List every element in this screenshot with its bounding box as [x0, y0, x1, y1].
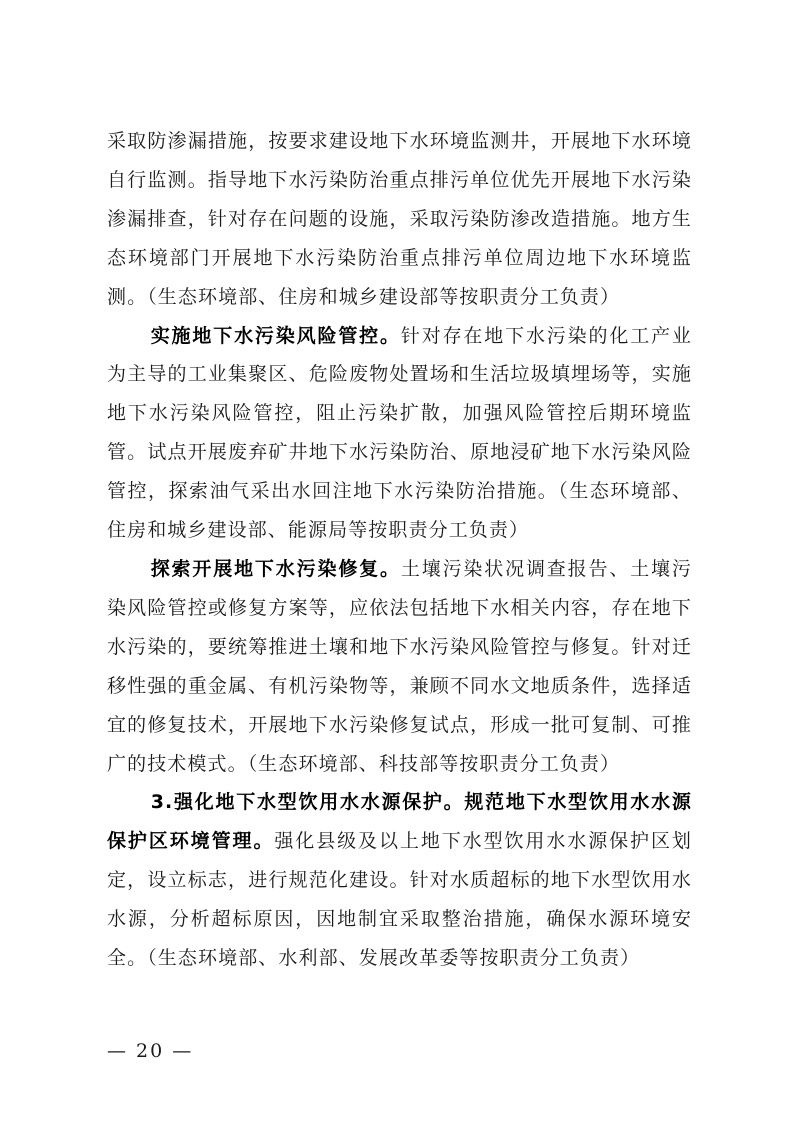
paragraph-lead: 实施地下水污染风险管控。	[150, 324, 401, 347]
paragraph-continuation	[107, 122, 692, 317]
paragraph-lead: 探索开展地下水污染修复。	[150, 557, 401, 580]
paragraph-risk-control	[107, 317, 692, 550]
paragraph-water-source-protection	[107, 783, 692, 978]
page-number: — 20 —	[107, 1040, 194, 1062]
paragraph-text: 采取防渗漏措施，按要求建设地下水环境监测井，开展地下水环境自行监测。指导地下水污染防治重点排污单位优先开展地下水污染渗漏排查，针对存在问题的设施，采取污染防渗改造措施。地方生态环境部门开展地下水污染防治重点排污单位周边地下水环境监测。（生态环境部、住房和城乡建设部等按职责分工负责）	[107, 130, 692, 308]
document-body	[107, 122, 692, 978]
paragraph-text: 强化县级及以上地下水型饮用水水源保护区划定，设立标志，进行规范化建设。针对水质超标的地下水型饮用水水源，分析超标原因，因地制宜采取整治措施，确保水源环境安全。（生态环境部、水利部、发展改革委等按职责分工负责）	[107, 830, 692, 970]
paragraph-text: 土壤污染状况调查报告、土壤污染风险管控或修复方案等，应依法包括地下水相关内容，存在地下水污染的，要统筹推进土壤和地下水污染风险管控与修复。针对迁移性强的重金属、有机污染物等，兼顾不同水文地质条件，选择适宜的修复技术，开展地下水污染修复试点，形成一批可复制、可推广的技术模式。（生态环境部、科技部等按职责分工负责）	[107, 557, 693, 775]
paragraph-text: 针对存在地下水污染的化工产业为主导的工业集聚区、危险废物处置场和生活垃圾填埋场等，实施地下水污染风险管控，阻止污染扩散，加强风险管控后期环境监管。试点开展废弃矿井地下水污染防治、原地浸矿地下水污染风险管控，探索油气采出水回注地下水污染防治措施。（生态环境部、住房和城乡建设部、能源局等按职责分工负责）	[107, 324, 693, 542]
paragraph-lead: 3.强化地下水型饮用水水源保护。规范地下水型饮用水水源保护区环境管理。	[107, 791, 692, 853]
paragraph-remediation	[107, 550, 692, 783]
